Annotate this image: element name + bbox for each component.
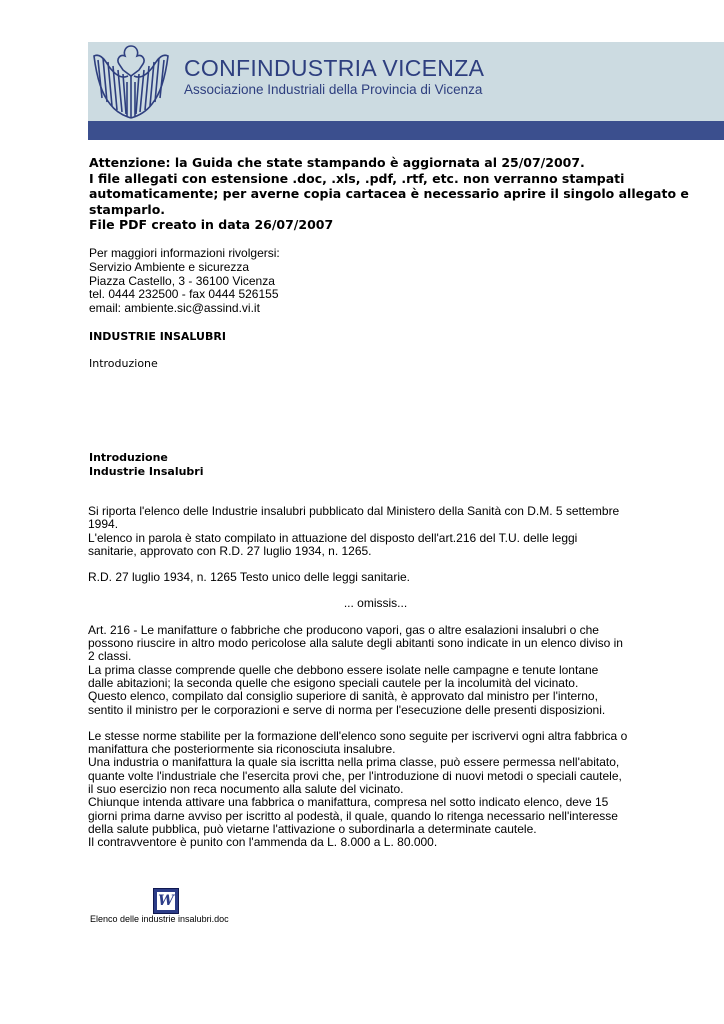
body-line: possono riuscire in altro modo pericolose alla salute degli abitanti sono indicate in un elenco diviso in [88,636,623,651]
body-line: Il contravventore è punito con l'ammenda da L. 8.000 a L. 80.000. [88,835,438,850]
header-banner [88,42,724,140]
subsection-subtitle: Industrie Insalubri [89,465,204,478]
notice-line: I file allegati con estensione .doc, .xls, .pdf, .rtf, etc. non verranno stampati [89,170,625,186]
body-line: L'elenco in parola è stato compilato in attuazione del disposto dell'art.216 del T.U. delle leggi [88,530,578,545]
body-line: 2 classi. [88,649,132,664]
body-line: Una industria o manifattura la quale sia iscritta nella prima classe, può essere permessa nell'abitato, [88,755,620,770]
contact-block [89,247,280,316]
body-line: Si riporta l'elenco delle Industrie insalubri pubblicato dal Ministero della Sanità con D.M. 5 settembre [88,504,620,518]
body-line: R.D. 27 luglio 1934, n. 1265 Testo unico delle leggi sanitarie. [88,570,410,585]
body-line: sanitarie, approvato con R.D. 27 luglio 1934, n. 1265. [88,543,372,558]
body-line: giorni prima darne avviso per iscritto al podestà, il quale, quando lo ritenga necessario nell'interesse [88,808,618,823]
print-notice [89,155,689,233]
omissis: ... omissis... [343,596,408,611]
word-document-icon[interactable] [153,888,179,914]
contact-line: tel. 0444 232500 - fax 0444 526155 [89,287,279,302]
body-line: Le stesse norme stabilite per la formazione dell'elenco sono seguite per iscrivervi ogni altra fabbrica o [88,728,628,743]
body-text [88,505,663,850]
notice-line: stamparlo. [89,201,166,217]
brand-title: CONFINDUSTRIA VICENZA [184,55,485,81]
notice-line: Attenzione: la Guida che state stampando è aggiornata al 25/07/2007. [89,155,585,170]
body-line: Questo elenco, compilato dal consiglio superiore di sanità, è approvato dal ministro per l'interno, [88,689,598,704]
body-line: Art. 216 - Le manifatture o fabbriche che producono vapori, gas o altre esalazioni insalubri o che [88,622,599,637]
body-line: 1994. [88,517,119,532]
body-line: Chiunque intenda attivare una fabbrica o manifattura, compresa nel sotto indicato elenco, deve 15 [88,795,609,810]
word-icon-letter: W [158,893,174,909]
header-accent-bar [88,121,724,140]
subsection-title: Introduzione [89,451,168,464]
notice-line: automaticamente; per averne copia cartacea è necessario aprire il singolo allegato e [89,186,689,201]
section-title: INDUSTRIE INSALUBRI [89,330,226,343]
contact-line: Piazza Castello, 3 - 36100 Vicenza [89,273,275,288]
body-line: sentito il ministro per le corporazioni e serve di norma per l'esecuzione delle presenti disposizioni. [88,702,606,717]
body-line: quante volte l'industriale che l'esercita provi che, per l'introduzione di nuovi metodi o speciali cautele, [88,768,622,783]
body-line: La prima classe comprende quelle che debbono essere isolate nelle campagne e tenute lontane [88,662,599,677]
toc-link-introduzione[interactable]: Introduzione [89,357,158,370]
contact-line: Servizio Ambiente e sicurezza [89,259,250,274]
subsection-heading [89,451,204,479]
body-line: della salute pubblica, può vietarne l'attivazione o subordinarla a determinate cautele. [88,821,537,836]
contact-line: Per maggiori informazioni rivolgersi: [89,246,280,260]
body-line: dalle abitazioni; la seconda quelle che esigono speciali cautele per la incolumità del vicinato. [88,675,579,690]
notice-line: File PDF creato in data 26/07/2007 [89,217,334,232]
attachment-link[interactable]: Elenco delle industrie insalubri.doc [90,914,229,924]
contact-email[interactable]: email: ambiente.sic@assind.vi.it [89,301,260,316]
body-line: manifattura che posteriormente sia riconosciuta insalubre. [88,742,396,757]
body-line: il suo esercizio non reca nocumento alla salute del vicinato. [88,782,404,797]
eagle-logo-icon [90,42,172,122]
brand-subtitle: Associazione Industriali della Provincia di Vicenza [184,82,483,97]
